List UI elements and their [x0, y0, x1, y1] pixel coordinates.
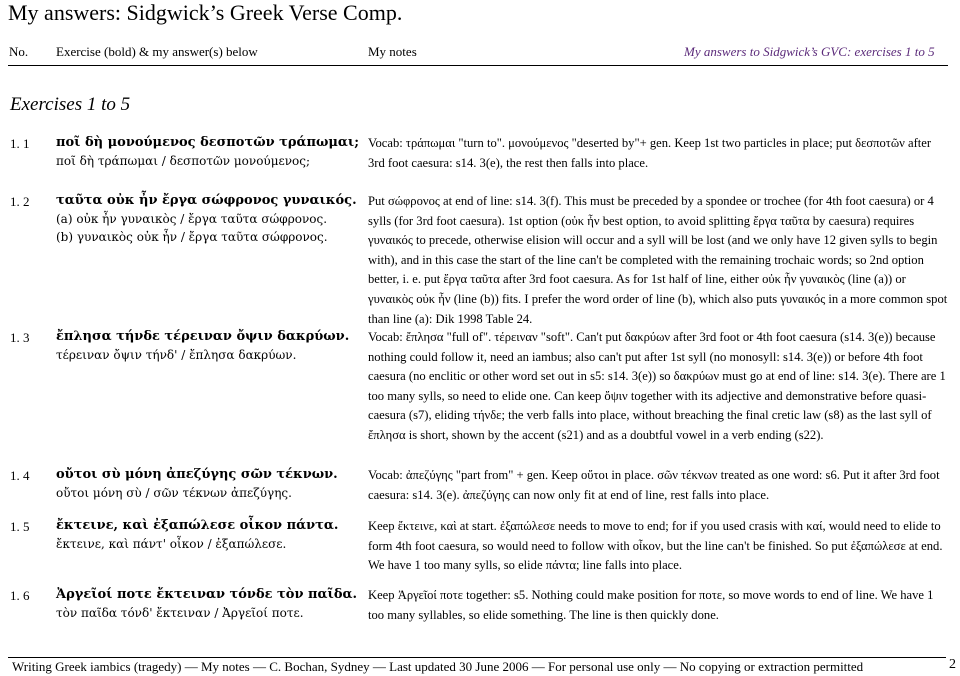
- footer-rule: [8, 657, 946, 658]
- exercise-block: [56, 517, 338, 553]
- header-col-notes: My notes: [368, 44, 417, 59]
- exercise-number: 1. 2: [10, 194, 30, 209]
- exercise-notes: Vocab: τράπωμαι "turn to". μονούμενος "deserted by"+ gen. Keep 1st two particles in place; put δεσποτῶν after 3rd foot caesura: s14. 3(e), the rest then falls into place.: [368, 136, 932, 170]
- answer-line: τὸν παῖδα τόνδ' ἔκτειναν / Ἀργεῖοί ποτε.: [56, 606, 304, 620]
- exercise-number: 1. 1: [10, 136, 30, 151]
- exercise-text: ἔκτεινε, καὶ ἐξαπώλεσε οἶκον πάντα.: [56, 518, 339, 533]
- exercise-number: 1. 3: [10, 330, 30, 345]
- exercise-text: ποῖ δὴ μονούμενος δεσποτῶν τράπωμαι;: [56, 135, 360, 150]
- document-title: My answers: Sidgwick’s Greek Verse Comp.: [8, 0, 403, 25]
- exercise-notes: Vocab: ἔπλησα "full of". τέρειναν "soft". Can't put δακρύων after 3rd foot or 4th foot caesura (s14. 3(e)) because nothing could follow it, need an iambus; also can't put after 1st syll (no monosyll: s14. 3(e)) or before 4th foot caesura (no enclitic or other word set out in s5: s14. 3(e)) so δακρύων must go at end of line: s14. 3(e). There are 1 too many sylls, so need to elide one. Can keep ὄψιν together with its adjective and demonstrative before quasi-caesura (s7), eliding τήνδε; the verb falls into place, without breaching the final cretic law (s8) as the last syll of ἔπλησα is short, shown by the accent (s21) and as a doubtful vowel in a verb ending (s22).: [368, 330, 946, 442]
- exercise-text: ταῦτα οὐκ ἦν ἔργα σώφρονος γυναικός.: [56, 193, 357, 208]
- exercise-text: Ἀργεῖοί ποτε ἔκτειναν τόνδε τὸν παῖδα.: [56, 587, 358, 602]
- answer-line: ποῖ δὴ τράπωμαι / δεσποτῶν μονούμενος;: [56, 154, 311, 168]
- exercise-number: 1. 4: [10, 468, 30, 483]
- answer-line: (b) γυναικὸς οὐκ ἦν / ἔργα ταῦτα σώφρονος.: [56, 230, 328, 244]
- footer-text: Writing Greek iambics (tragedy) — My notes — C. Bochan, Sydney — Last updated 30 June 2006 — For personal use only — No copying or extraction permitted: [12, 659, 864, 674]
- page-number: 2: [949, 657, 956, 672]
- exercise-block: [56, 466, 338, 502]
- exercise-notes: Put σώφρονος at end of line: s14. 3(f). This must be preceded by a spondee or trochee (for 4th foot caesura) or 4 sylls (for 3rd foot caesura). 1st option (οὐκ ἦν best option, to avoid splitting ἔργα ταῦτα by caesura) requires γυναικός to precede, otherwise elision will occur and a syll will be lost (and we only have 12 given sylls to begin with), and in this case the start of the line can't be completed with the remaining trochaic words; so 2nd option better, i. e. put ἔργα ταῦτα after 3rd foot caesura. As for 1st half of line, either οὐκ ἦν γυναικὸς (line (a)) or γυναικὸς οὐκ ἦν (line (b)) fits. I prefer the word order of line (b), which also puts γυναικός in a more common spot than line (a): Dik 1998 Table 24.: [368, 194, 948, 326]
- exercise-number: 1. 6: [10, 588, 30, 603]
- answer-line: (a) οὐκ ἦν γυναικὸς / ἔργα ταῦτα σώφρονος.: [56, 212, 328, 226]
- section-title: Exercises 1 to 5: [10, 94, 131, 115]
- exercise-number: 1. 5: [10, 519, 30, 534]
- exercise-block: [56, 192, 357, 246]
- answer-line: οὔτοι μόνη σὺ / σῶν τέκνων ἀπεζύγης.: [56, 486, 292, 500]
- exercise-block: [56, 328, 349, 364]
- header-col-exercise: Exercise (bold) & my answer(s) below: [56, 44, 258, 59]
- exercises-link[interactable]: My answers to Sidgwick’s GVC: exercises 1 to 5: [684, 44, 935, 59]
- exercise-block: [56, 586, 357, 622]
- exercise-notes: Vocab: ἀπεζύγης "part from" + gen. Keep οὔτοι in place. σῶν τέκνων treated as one word: s6. Put it after 3rd foot caesura: s14. 3(e). ἀπεζύγης can now only fit at end of line, rest falls into place.: [368, 468, 940, 502]
- exercise-notes: Keep ἔκτεινε, καὶ at start. ἐξαπώλεσε needs to move to end; for if you used crasis with καί, would need to elide to form 4th foot caesura, so would need to follow with οἶκον, but the line can't be finished. So put ἐξαπώλεσε at end. We have 1 too many sylls, so elide πάντα; line falls into place.: [368, 519, 943, 573]
- exercise-block: [56, 134, 359, 170]
- header-col-no: No.: [9, 44, 29, 59]
- answer-line: τέρειναν ὄψιν τήνδ' / ἔπλησα δακρύων.: [56, 348, 297, 362]
- header-rule: [8, 65, 948, 66]
- exercise-text: οὔτοι σὺ μόνη ἀπεζύγης σῶν τέκνων.: [56, 467, 338, 482]
- answer-line: ἔκτεινε, καὶ πάντ' οἶκον / ἐξαπώλεσε.: [56, 537, 287, 551]
- exercise-text: ἔπλησα τήνδε τέρειναν ὄψιν δακρύων.: [56, 329, 350, 344]
- exercise-notes: Keep Ἀργεῖοί ποτε together: s5. Nothing could make position for ποτε, so move words to end of line. We have 1 too many syllables, so elide something. The line is then quickly done.: [368, 588, 934, 622]
